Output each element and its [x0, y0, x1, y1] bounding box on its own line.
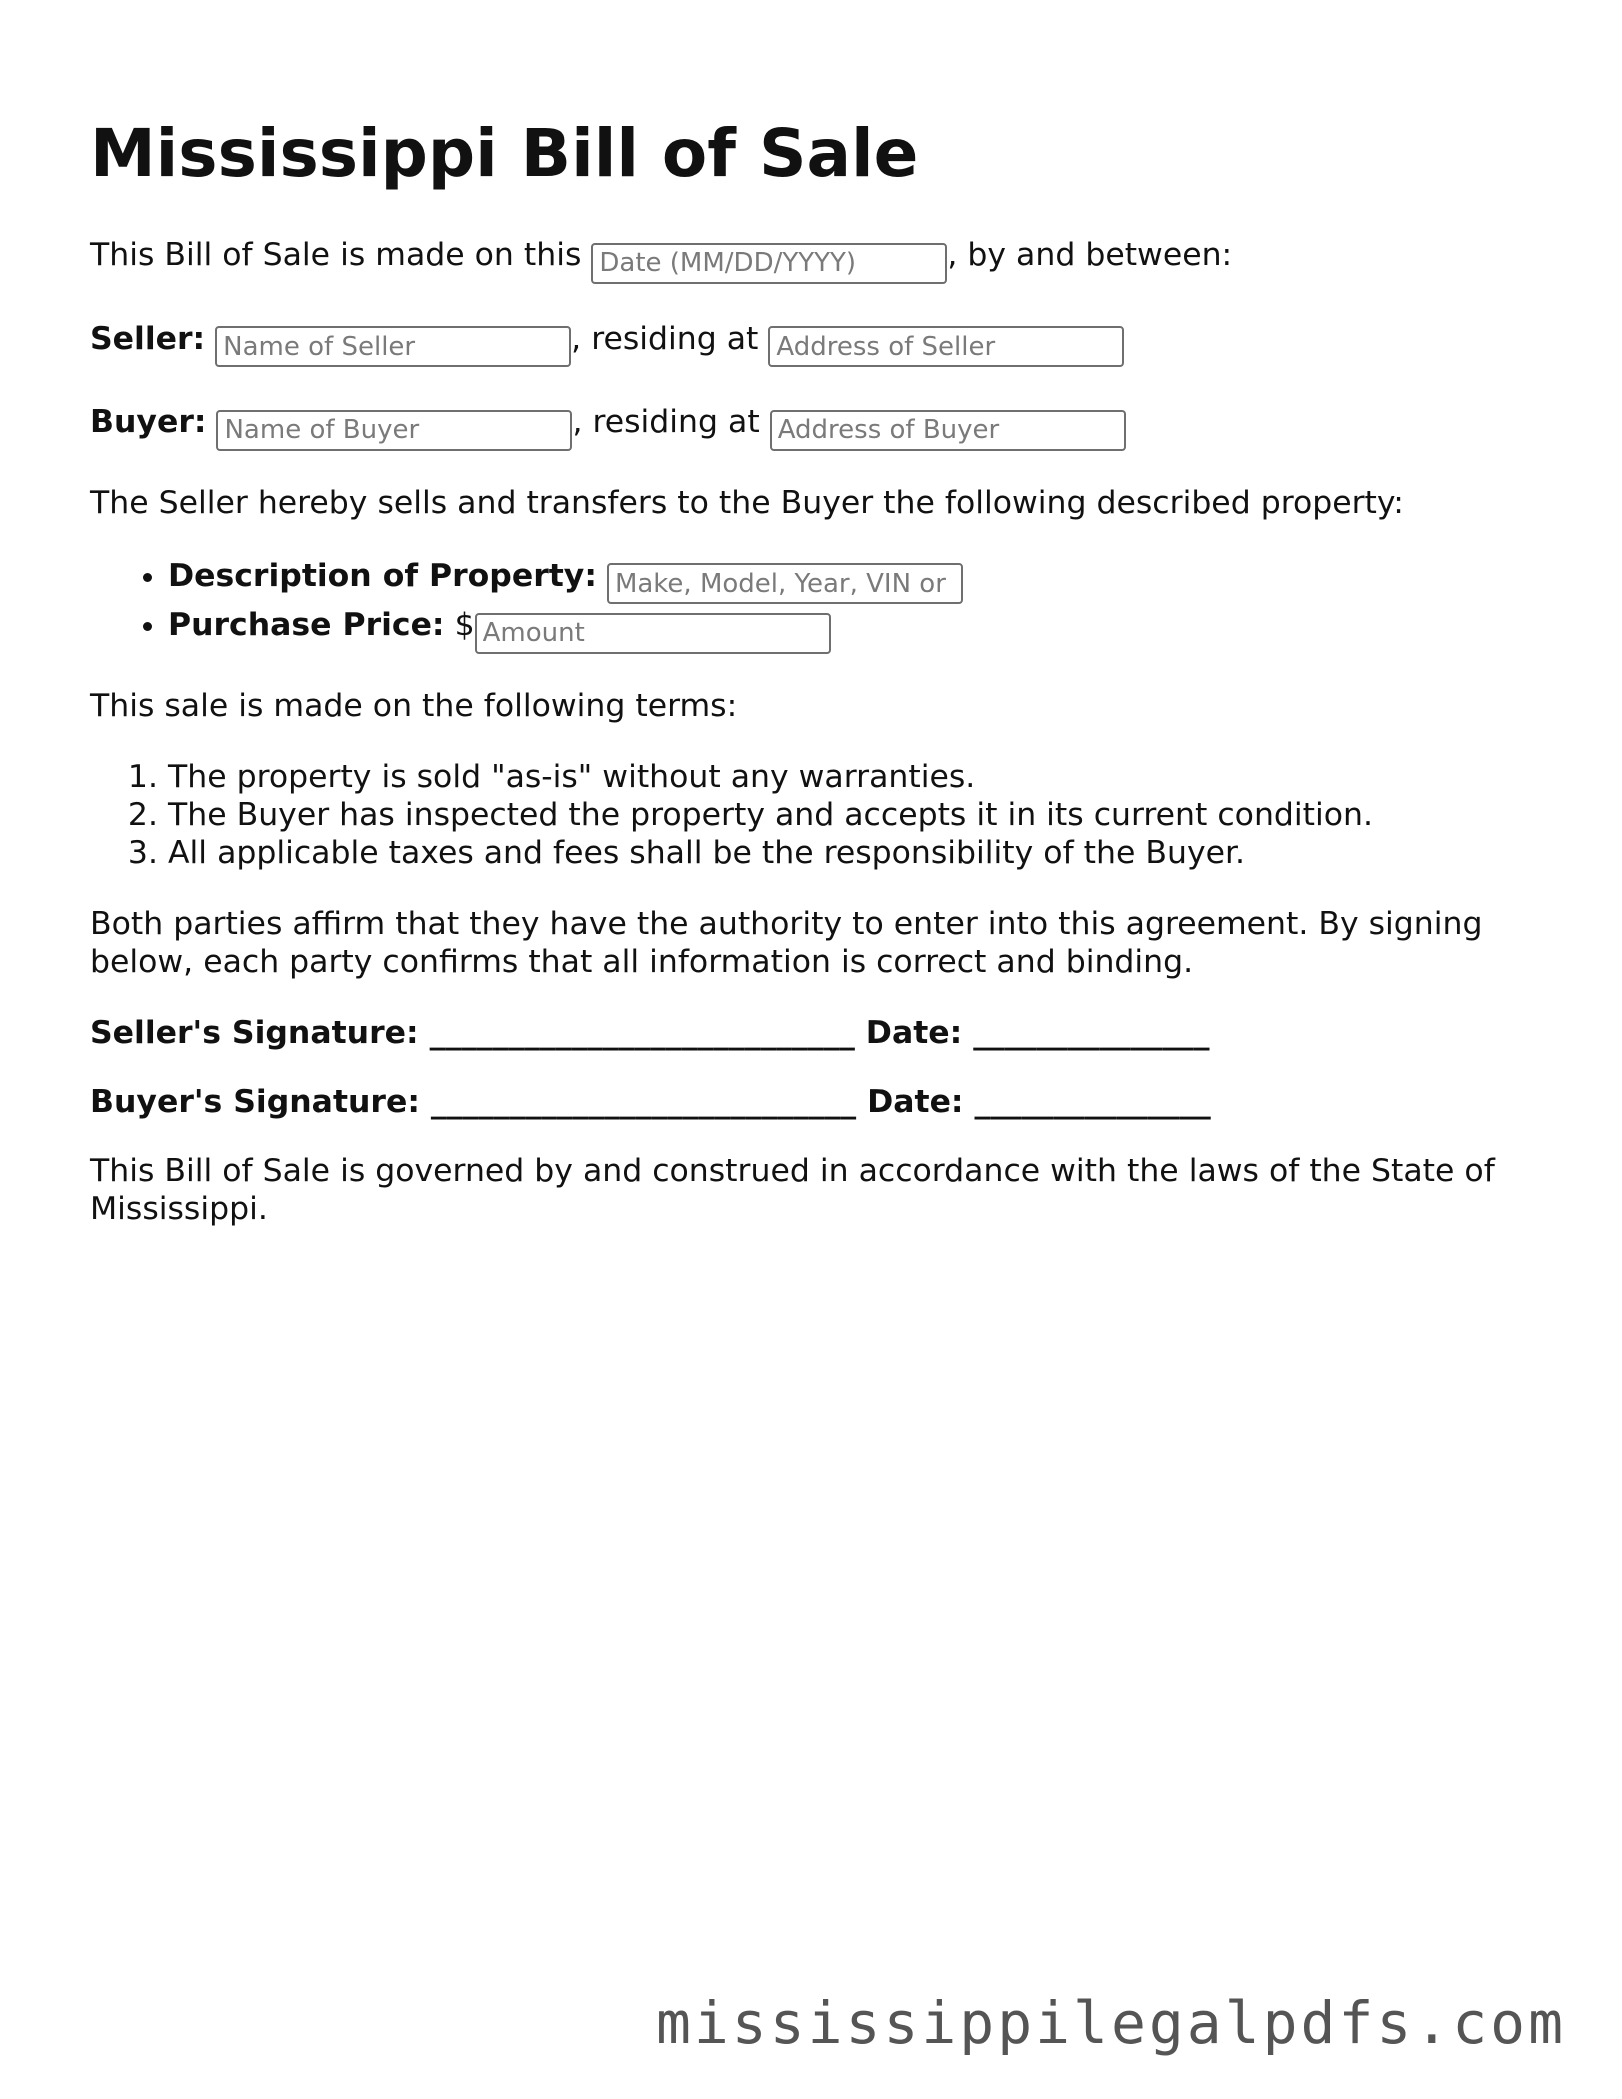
property-list	[90, 555, 1530, 654]
seller-name-input[interactable]	[215, 326, 571, 367]
buyer-date-label: Date:	[867, 1083, 964, 1120]
affirmation-paragraph: Both parties affirm that they have the authority to enter into this agreement. By signing below, each party confirms that all information is correct and binding.	[90, 905, 1483, 980]
date-line-prefix: This Bill of Sale is made on this	[90, 237, 582, 273]
seller-date-blank[interactable]: _______________	[973, 1014, 1210, 1051]
date-input[interactable]	[591, 243, 947, 284]
bill-of-sale-document	[90, 0, 1530, 1228]
date-line	[90, 236, 1530, 284]
buyer-signature-line	[90, 1083, 1530, 1121]
seller-date-label: Date:	[865, 1014, 963, 1051]
buyer-address-input[interactable]	[770, 410, 1126, 451]
list-item: 2. The Buyer has inspected the property and accepts it in its current condition.	[168, 796, 1530, 834]
page-title: Mississippi Bill of Sale	[90, 115, 919, 192]
description-label: Description of Property:	[168, 557, 597, 594]
seller-signature-label: Seller's Signature:	[90, 1014, 419, 1051]
terms-list	[90, 758, 1530, 872]
buyer-line	[90, 403, 1530, 451]
seller-signature-line	[90, 1014, 1530, 1052]
governing-law-paragraph: This Bill of Sale is governed by and construed in accordance with the laws of the State of Mississippi.	[90, 1152, 1495, 1227]
buyer-residing-text: , residing at	[572, 404, 760, 440]
price-label: Purchase Price:	[168, 607, 445, 643]
transfer-intro: The Seller hereby sells and transfers to the Buyer the following described property:	[90, 484, 1404, 521]
buyer-label: Buyer:	[90, 404, 207, 440]
buyer-signature-blank[interactable]: ___________________________	[430, 1083, 857, 1120]
buyer-signature-label: Buyer's Signature:	[90, 1083, 420, 1120]
seller-signature-blank[interactable]: ___________________________	[429, 1014, 855, 1051]
list-item	[168, 604, 1530, 654]
seller-line	[90, 320, 1530, 368]
list-item: 3. All applicable taxes and fees shall be the responsibility of the Buyer.	[168, 834, 1530, 872]
list-item	[168, 555, 1530, 605]
description-input[interactable]	[607, 563, 963, 604]
terms-intro: This sale is made on the following terms:	[90, 687, 738, 724]
seller-address-input[interactable]	[768, 326, 1124, 367]
buyer-name-input[interactable]	[216, 410, 572, 451]
seller-residing-text: , residing at	[571, 320, 759, 357]
price-input[interactable]	[475, 613, 831, 654]
currency-symbol: $	[454, 607, 475, 643]
watermark: mississippilegalpdfs.com	[655, 1989, 1566, 2057]
date-line-suffix: , by and between:	[947, 237, 1233, 273]
seller-label: Seller:	[90, 320, 206, 357]
list-item: 1. The property is sold "as-is" without any warranties.	[168, 758, 1530, 796]
buyer-date-blank[interactable]: _______________	[974, 1083, 1211, 1120]
